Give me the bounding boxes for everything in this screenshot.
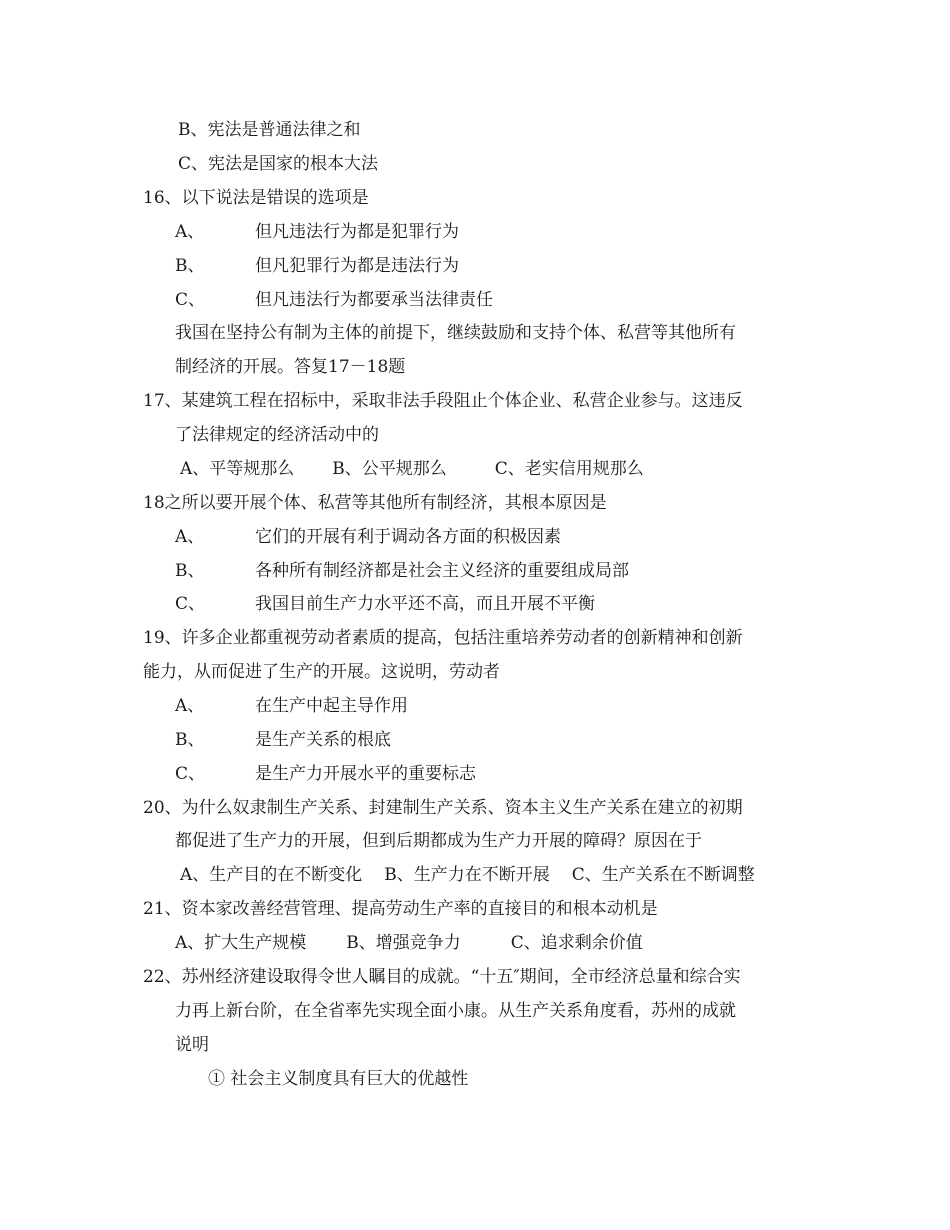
option-letter: A、	[175, 527, 205, 547]
option-text: 是生产关系的根底	[255, 730, 391, 750]
question-16: 16、以下说法是错误的选项是	[143, 188, 369, 208]
option-letter: C、	[175, 594, 206, 614]
question-19: 19、许多企业都重视劳动者素质的提高，包括注重培养劳动者的创新精神和创新	[143, 628, 743, 648]
option-line	[175, 220, 459, 244]
question-17-cont: 了法律规定的经济活动中的	[175, 425, 379, 445]
option-line	[175, 525, 561, 549]
question-21: 21、资本家改善经营管理、提高劳动生产率的直接目的和根本动机是	[143, 899, 658, 919]
option-line	[175, 254, 459, 278]
option-line	[175, 762, 476, 786]
question-20: 20、为什么奴隶制生产关系、封建制生产关系、资本主义生产关系在建立的初期	[143, 798, 743, 818]
option-a: A、平等规那么	[180, 459, 295, 479]
option-text: 但凡违法行为都是犯罪行为	[255, 222, 459, 242]
option-letter: C、	[175, 764, 206, 784]
paragraph-line: 我国在坚持公有制为主体的前提下，继续鼓励和支持个体、私营等其他所有	[175, 323, 736, 343]
paragraph-line: 制经济的开展。答复17－18题	[175, 357, 406, 377]
question-22-cont: 力再上新台阶，在全省率先实现全面小康。从生产关系角度看，苏州的成就	[175, 1001, 736, 1021]
option-b: B、公平规那么	[332, 459, 447, 479]
option-letter: C、	[175, 290, 206, 310]
option-letter: A、	[175, 222, 205, 242]
question-20-cont: 都促进了生产力的开展，但到后期都成为生产力开展的障碍？原因在于	[175, 831, 702, 851]
option-text: 我国目前生产力水平还不高，而且开展不平衡	[255, 594, 595, 614]
option-row	[175, 931, 643, 955]
option-row	[180, 457, 644, 481]
option-c: C、生产关系在不断调整	[571, 865, 755, 885]
option-line: C、宪法是国家的根本大法	[178, 154, 379, 174]
option-a: A、扩大生产规模	[175, 933, 307, 953]
question-18: 18之所以要开展个体、私营等其他所有制经济，其根本原因是	[143, 493, 607, 513]
option-text: 各种所有制经济都是社会主义经济的重要组成局部	[255, 561, 629, 581]
option-text: 但凡违法行为都要承当法律责任	[255, 290, 493, 310]
question-22: 22、苏州经济建设取得令世人瞩目的成就。“十五″期间，全市经济总量和综合实	[143, 967, 741, 987]
option-c: C、老实信用规那么	[494, 459, 644, 479]
option-letter: B、	[175, 561, 205, 581]
option-a: A、生产目的在不断变化	[180, 865, 363, 885]
option-row	[180, 863, 755, 887]
question-19-cont: 能力，从而促进了生产的开展。这说明，劳动者	[143, 662, 500, 682]
question-22-cont: 说明	[175, 1035, 209, 1055]
option-line	[175, 288, 493, 312]
question-17: 17、某建筑工程在招标中，采取非法手段阻止个体企业、私营企业参与。这违反	[143, 391, 743, 411]
option-c: C、追求剩余价值	[510, 933, 643, 953]
numbered-item: ① 社会主义制度具有巨大的优越性	[208, 1069, 469, 1089]
option-letter: A、	[175, 696, 205, 716]
option-line	[175, 694, 408, 718]
option-letter: B、	[175, 256, 205, 276]
option-text: 在生产中起主导作用	[255, 696, 408, 716]
option-text: 是生产力开展水平的重要标志	[255, 764, 476, 784]
option-line	[175, 728, 391, 752]
option-letter: B、	[175, 730, 205, 750]
option-b: B、增强竞争力	[346, 933, 461, 953]
option-line	[175, 592, 595, 616]
option-b: B、生产力在不断开展	[384, 865, 550, 885]
option-line	[175, 559, 629, 583]
option-line: B、宪法是普通法律之和	[178, 120, 361, 140]
option-text: 它们的开展有利于调动各方面的积极因素	[255, 527, 561, 547]
option-text: 但凡犯罪行为都是违法行为	[255, 256, 459, 276]
